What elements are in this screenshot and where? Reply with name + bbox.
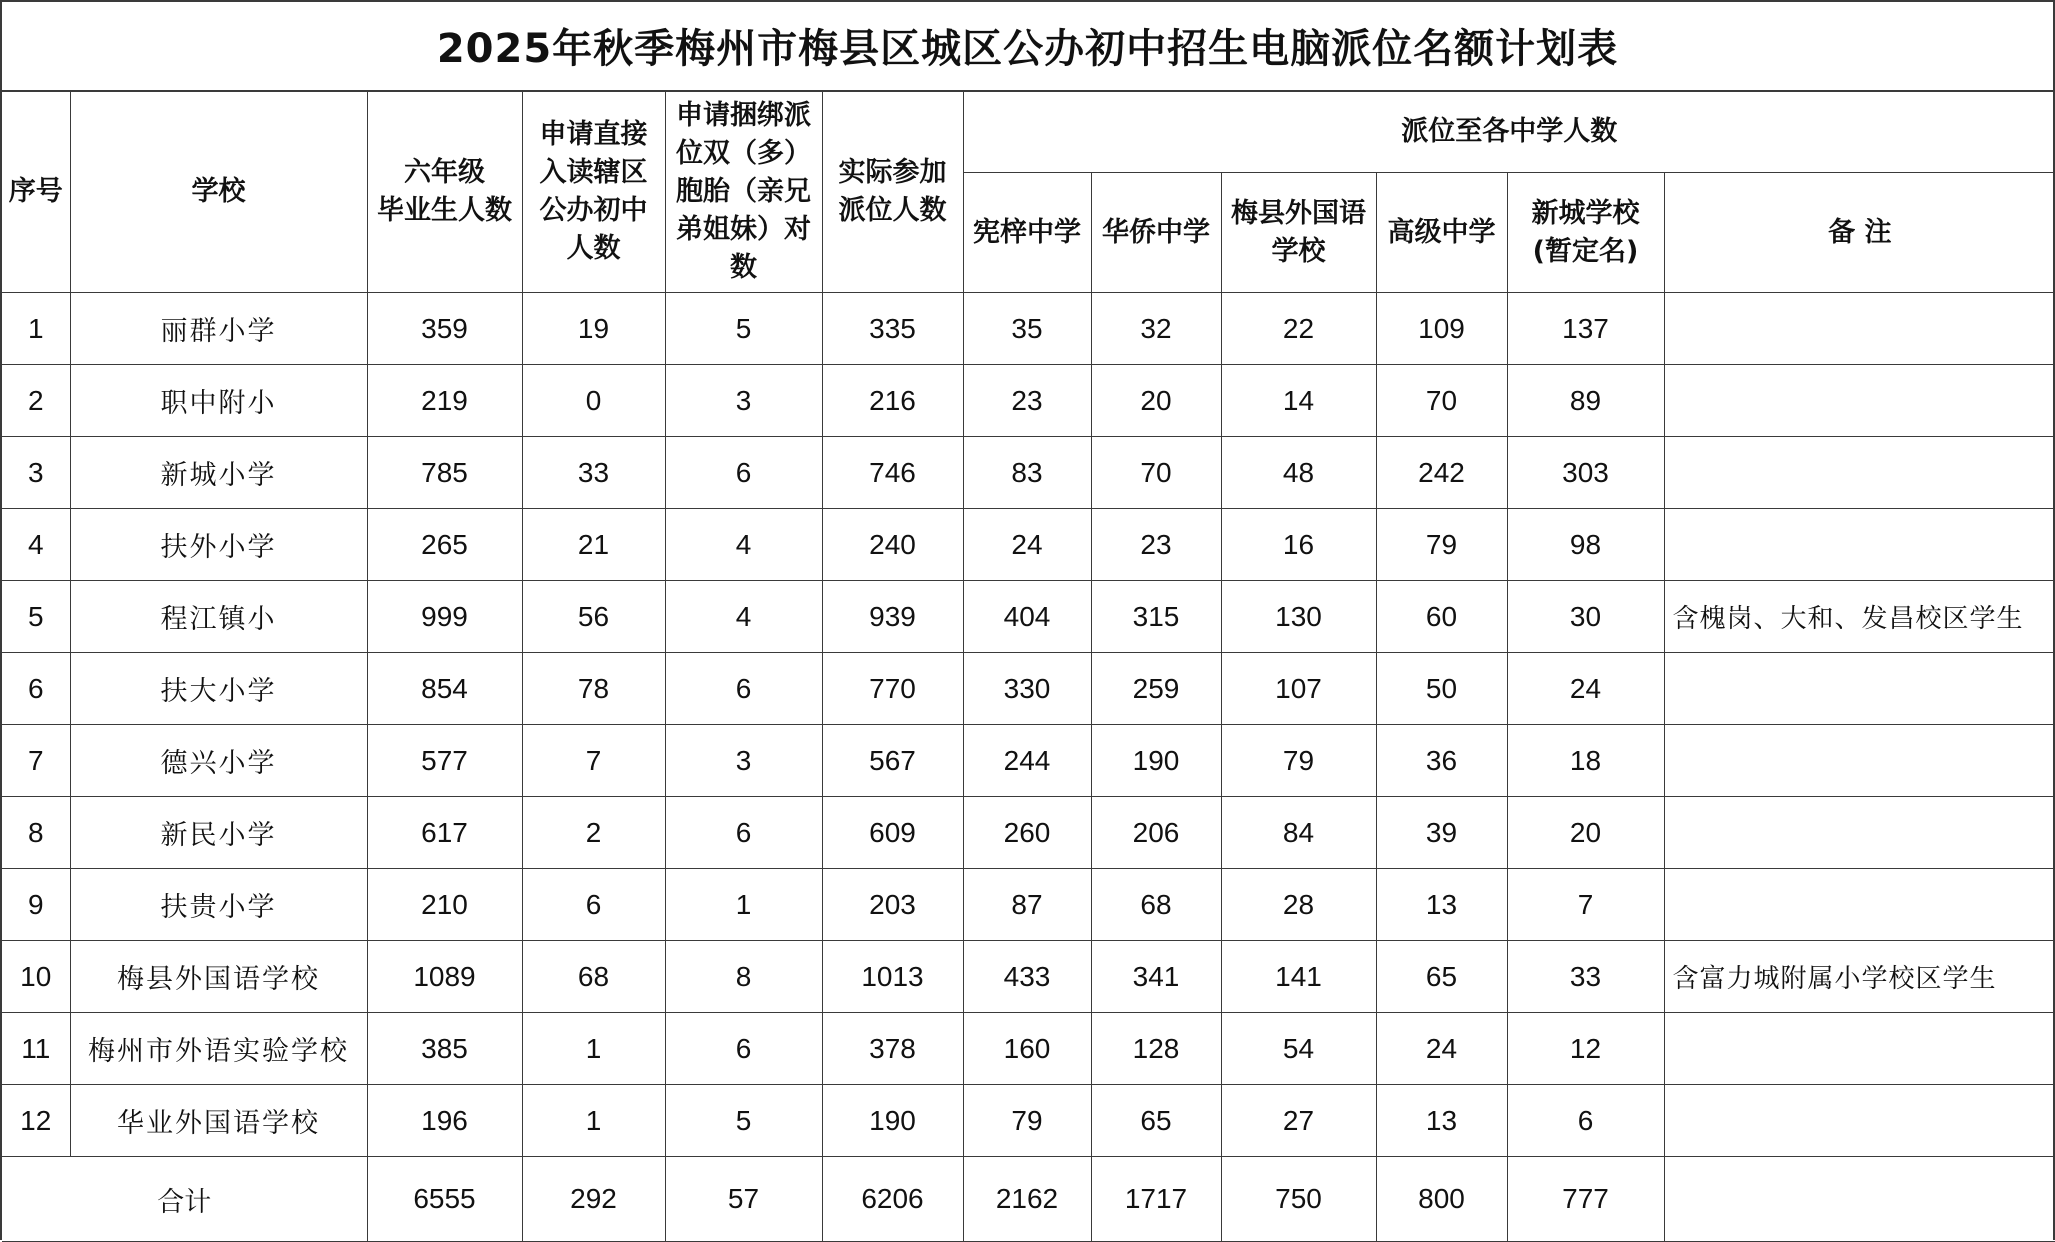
cell-twins: 6 [665,1013,822,1085]
cell-middle-school-3: 28 [1221,869,1376,941]
cell-graduates: 385 [367,1013,522,1085]
header-twins: 申请捆绑派 位双（多） 胞胎（亲兄 弟姐妹）对 数 [665,92,822,293]
header-school: 学校 [70,92,367,293]
cell-twins: 6 [665,797,822,869]
cell-middle-school-1: 330 [963,653,1091,725]
cell-middle-school-2: 315 [1091,581,1221,653]
table-row [2,941,2055,1013]
cell-middle-school-3: 84 [1221,797,1376,869]
cell-actual: 203 [822,869,963,941]
total-middle-school-2: 1717 [1091,1157,1221,1242]
cell-middle-school-1: 23 [963,365,1091,437]
cell-middle-school-2: 32 [1091,293,1221,365]
table-row [2,653,2055,725]
cell-middle-school-3: 141 [1221,941,1376,1013]
cell-middle-school-5: 303 [1507,437,1664,509]
cell-middle-school-5: 18 [1507,725,1664,797]
cell-school: 华业外国语学校 [70,1085,367,1157]
cell-twins: 6 [665,437,822,509]
cell-note: 含槐岗、大和、发昌校区学生 [1664,581,2055,653]
total-direct-enroll: 292 [522,1157,665,1242]
cell-school: 扶贵小学 [70,869,367,941]
cell-graduates: 854 [367,653,522,725]
table-title: 2025年秋季梅州市梅县区城区公办初中招生电脑派位名额计划表 [2,2,2053,92]
cell-note [1664,437,2055,509]
cell-actual: 939 [822,581,963,653]
cell-twins: 5 [665,293,822,365]
cell-middle-school-4: 50 [1376,653,1507,725]
header-middle-school-1: 宪梓中学 [963,173,1091,293]
cell-middle-school-2: 20 [1091,365,1221,437]
cell-note [1664,653,2055,725]
cell-direct-enroll: 21 [522,509,665,581]
cell-middle-school-4: 36 [1376,725,1507,797]
cell-seq: 5 [2,581,70,653]
cell-middle-school-5: 7 [1507,869,1664,941]
cell-middle-school-3: 107 [1221,653,1376,725]
cell-seq: 11 [2,1013,70,1085]
cell-school: 扶外小学 [70,509,367,581]
total-row [2,1157,2055,1242]
cell-middle-school-5: 20 [1507,797,1664,869]
cell-note [1664,869,2055,941]
cell-actual: 746 [822,437,963,509]
cell-graduates: 785 [367,437,522,509]
cell-twins: 1 [665,869,822,941]
cell-middle-school-5: 137 [1507,293,1664,365]
cell-middle-school-2: 23 [1091,509,1221,581]
cell-seq: 1 [2,293,70,365]
cell-seq: 9 [2,869,70,941]
cell-school: 程江镇小 [70,581,367,653]
cell-direct-enroll: 19 [522,293,665,365]
cell-middle-school-5: 24 [1507,653,1664,725]
header-middle-school-2: 华侨中学 [1091,173,1221,293]
cell-direct-enroll: 78 [522,653,665,725]
cell-direct-enroll: 56 [522,581,665,653]
cell-seq: 7 [2,725,70,797]
table-row [2,509,2055,581]
cell-middle-school-5: 89 [1507,365,1664,437]
header-actual: 实际参加 派位人数 [822,92,963,293]
header-note: 备 注 [1664,173,2055,293]
cell-direct-enroll: 1 [522,1013,665,1085]
cell-middle-school-2: 259 [1091,653,1221,725]
cell-actual: 567 [822,725,963,797]
total-label: 合计 [2,1157,367,1242]
cell-middle-school-5: 30 [1507,581,1664,653]
cell-twins: 5 [665,1085,822,1157]
cell-graduates: 196 [367,1085,522,1157]
cell-graduates: 999 [367,581,522,653]
cell-middle-school-3: 130 [1221,581,1376,653]
cell-middle-school-4: 13 [1376,869,1507,941]
cell-middle-school-2: 70 [1091,437,1221,509]
cell-graduates: 359 [367,293,522,365]
header-middle-school-4: 高级中学 [1376,173,1507,293]
cell-twins: 4 [665,509,822,581]
cell-seq: 3 [2,437,70,509]
total-middle-school-3: 750 [1221,1157,1376,1242]
cell-middle-school-2: 341 [1091,941,1221,1013]
cell-middle-school-4: 109 [1376,293,1507,365]
cell-direct-enroll: 6 [522,869,665,941]
cell-direct-enroll: 2 [522,797,665,869]
cell-note [1664,797,2055,869]
cell-note: 含富力城附属小学校区学生 [1664,941,2055,1013]
table-row [2,581,2055,653]
table-row [2,869,2055,941]
cell-school: 扶大小学 [70,653,367,725]
cell-note [1664,725,2055,797]
table-row [2,797,2055,869]
cell-middle-school-3: 22 [1221,293,1376,365]
cell-seq: 10 [2,941,70,1013]
total-middle-school-4: 800 [1376,1157,1507,1242]
total-graduates: 6555 [367,1157,522,1242]
header-middle-school-3: 梅县外国语 学校 [1221,173,1376,293]
cell-school: 梅县外国语学校 [70,941,367,1013]
cell-actual: 216 [822,365,963,437]
cell-middle-school-3: 48 [1221,437,1376,509]
cell-middle-school-1: 244 [963,725,1091,797]
cell-middle-school-4: 242 [1376,437,1507,509]
cell-actual: 609 [822,797,963,869]
cell-school: 新民小学 [70,797,367,869]
cell-middle-school-5: 33 [1507,941,1664,1013]
cell-middle-school-4: 70 [1376,365,1507,437]
cell-middle-school-3: 27 [1221,1085,1376,1157]
cell-seq: 2 [2,365,70,437]
table-row [2,293,2055,365]
total-middle-school-1: 2162 [963,1157,1091,1242]
cell-middle-school-4: 65 [1376,941,1507,1013]
cell-school: 新城小学 [70,437,367,509]
cell-middle-school-1: 160 [963,1013,1091,1085]
cell-school: 梅州市外语实验学校 [70,1013,367,1085]
cell-middle-school-1: 35 [963,293,1091,365]
cell-middle-school-1: 83 [963,437,1091,509]
cell-twins: 6 [665,653,822,725]
cell-actual: 770 [822,653,963,725]
header-graduates: 六年级 毕业生人数 [367,92,522,293]
cell-actual: 240 [822,509,963,581]
cell-middle-school-2: 190 [1091,725,1221,797]
cell-middle-school-4: 60 [1376,581,1507,653]
header-direct-enroll: 申请直接 入读辖区 公办初中 人数 [522,92,665,293]
total-actual: 6206 [822,1157,963,1242]
cell-seq: 4 [2,509,70,581]
cell-school: 丽群小学 [70,293,367,365]
cell-graduates: 219 [367,365,522,437]
cell-graduates: 577 [367,725,522,797]
cell-graduates: 210 [367,869,522,941]
cell-middle-school-3: 79 [1221,725,1376,797]
cell-middle-school-1: 433 [963,941,1091,1013]
cell-seq: 12 [2,1085,70,1157]
cell-twins: 8 [665,941,822,1013]
cell-middle-school-2: 68 [1091,869,1221,941]
cell-actual: 1013 [822,941,963,1013]
table-row [2,725,2055,797]
cell-school: 德兴小学 [70,725,367,797]
cell-direct-enroll: 7 [522,725,665,797]
total-twins: 57 [665,1157,822,1242]
table-body [2,293,2055,1157]
header-middle-school-5: 新城学校 (暂定名) [1507,173,1664,293]
cell-middle-school-2: 128 [1091,1013,1221,1085]
cell-seq: 8 [2,797,70,869]
header-row-1 [2,92,2055,173]
cell-note [1664,509,2055,581]
cell-twins: 3 [665,365,822,437]
total-middle-school-5: 777 [1507,1157,1664,1242]
cell-school: 职中附小 [70,365,367,437]
header-seq: 序号 [2,92,70,293]
cell-direct-enroll: 33 [522,437,665,509]
table-row [2,1013,2055,1085]
header-allocation-group: 派位至各中学人数 [963,92,2055,173]
cell-middle-school-4: 24 [1376,1013,1507,1085]
cell-note [1664,365,2055,437]
cell-twins: 4 [665,581,822,653]
cell-actual: 378 [822,1013,963,1085]
cell-direct-enroll: 68 [522,941,665,1013]
cell-middle-school-4: 79 [1376,509,1507,581]
total-note [1664,1157,2055,1242]
cell-direct-enroll: 1 [522,1085,665,1157]
table-row [2,437,2055,509]
cell-actual: 335 [822,293,963,365]
cell-note [1664,1085,2055,1157]
cell-direct-enroll: 0 [522,365,665,437]
cell-middle-school-2: 206 [1091,797,1221,869]
cell-twins: 3 [665,725,822,797]
cell-middle-school-1: 404 [963,581,1091,653]
cell-middle-school-3: 14 [1221,365,1376,437]
cell-middle-school-4: 13 [1376,1085,1507,1157]
cell-middle-school-1: 260 [963,797,1091,869]
cell-middle-school-5: 12 [1507,1013,1664,1085]
enrollment-plan-table [2,92,2055,1242]
cell-middle-school-3: 54 [1221,1013,1376,1085]
cell-middle-school-1: 24 [963,509,1091,581]
cell-graduates: 265 [367,509,522,581]
cell-middle-school-2: 65 [1091,1085,1221,1157]
cell-actual: 190 [822,1085,963,1157]
table-row [2,365,2055,437]
cell-note [1664,1013,2055,1085]
cell-seq: 6 [2,653,70,725]
cell-graduates: 1089 [367,941,522,1013]
cell-middle-school-5: 6 [1507,1085,1664,1157]
cell-middle-school-1: 79 [963,1085,1091,1157]
cell-middle-school-1: 87 [963,869,1091,941]
cell-graduates: 617 [367,797,522,869]
table-row [2,1085,2055,1157]
cell-middle-school-4: 39 [1376,797,1507,869]
cell-middle-school-3: 16 [1221,509,1376,581]
cell-note [1664,293,2055,365]
cell-middle-school-5: 98 [1507,509,1664,581]
